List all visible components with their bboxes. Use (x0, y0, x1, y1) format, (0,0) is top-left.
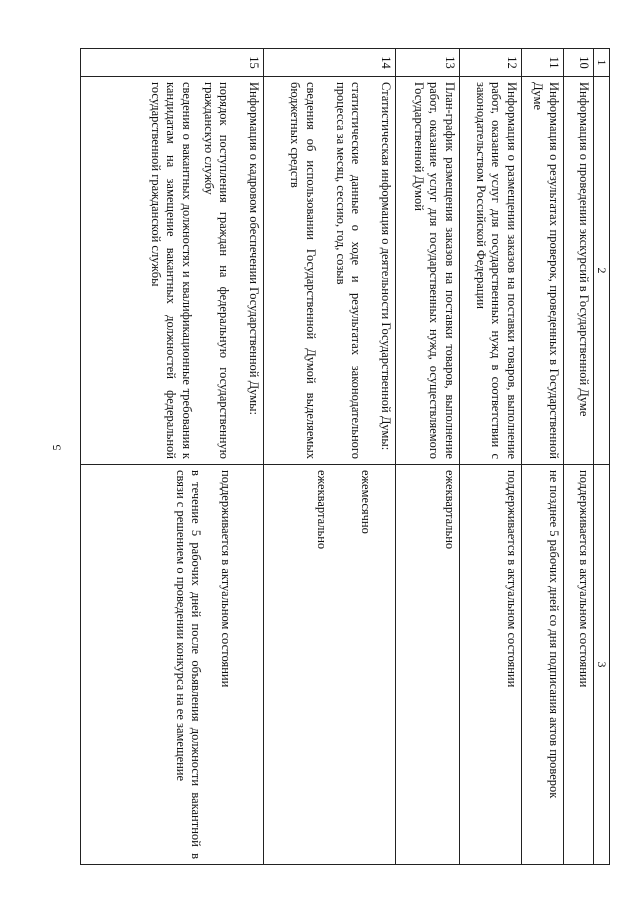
info-text: сведения об использовании Государственной Думой выделяемых бюджетных средств (288, 82, 319, 459)
info-text: План-график размещения заказов на поставки товаров, выполнение работ, оказание услуг для государственных нужд, осуществляемого Государственной Думой (411, 82, 457, 459)
row-deadline (396, 465, 460, 865)
info-text: порядок поступления граждан на федеральную государственную гражданскую службу (201, 82, 232, 459)
row-number: 12 (460, 49, 522, 77)
page-number: 5 (49, 444, 64, 451)
info-heading: Статистическая информация о деятельности Государственной Думы: (379, 82, 393, 451)
table-row (81, 49, 264, 865)
row-deadline (522, 465, 564, 865)
deadline-text: не позднее 5 рабочих дней со дня подписания актов проверок (547, 470, 561, 799)
row-deadline (564, 465, 594, 865)
deadline-text: ежемесячно (359, 470, 373, 534)
deadline-text: в течение 5 рабочих дней после объявления должности вакантной в связи с решением о проведении конкурса на ее замещение (173, 470, 204, 859)
row-number: 13 (396, 49, 460, 77)
deadline-text: поддерживается в актуальном состоянии (577, 470, 591, 688)
info-heading: Информация о кадровом обеспечении Государственной Думы: (247, 82, 261, 416)
row-info (522, 77, 564, 465)
table-row (460, 49, 522, 865)
header-col-3: 3 (594, 465, 610, 865)
table-row (264, 49, 396, 865)
rotated-page-content (80, 48, 610, 864)
table-row (522, 49, 564, 865)
row-info (564, 77, 594, 465)
row-number: 14 (264, 49, 396, 77)
row-deadline (81, 465, 264, 865)
table-row (564, 49, 594, 865)
row-info (396, 77, 460, 465)
row-deadline (460, 465, 522, 865)
header-col-1: 1 (594, 49, 610, 77)
deadline-text: ежеквартально (443, 470, 457, 550)
row-info (460, 77, 522, 465)
table-header-row (594, 49, 610, 865)
info-text: Информация о результатах проверок, проведенных в Государственной Думе (531, 82, 561, 459)
info-text: Информация о проведении экскурсий в Государственной Думе (577, 82, 591, 417)
row-deadline (264, 465, 396, 865)
row-number: 15 (81, 49, 264, 77)
row-info (81, 77, 264, 465)
info-text: Информация о размещении заказов на поставки товаров, выполнение работ, оказание услуг для государственных нужд в соответствии с законодательством Российской Федерации (473, 82, 519, 459)
info-text: сведения о вакантных должностях и квалификационные требования к кандидатам на замещение вакантных должностей федеральной государственной гражданской службы (148, 82, 195, 459)
deadline-text: поддерживается в актуальном состоянии (505, 470, 519, 688)
deadline-text: ежеквартально (315, 470, 330, 550)
header-col-2: 2 (594, 77, 610, 465)
row-info (264, 77, 396, 465)
row-number: 11 (522, 49, 564, 77)
information-table (80, 48, 610, 865)
row-number: 10 (564, 49, 594, 77)
info-text: статистические данные о ходе и результатах законодательного процесса за месяц, сессию, год, созыв (333, 82, 364, 459)
deadline-text: поддерживается в актуальном состоянии (219, 470, 233, 688)
table-row (396, 49, 460, 865)
